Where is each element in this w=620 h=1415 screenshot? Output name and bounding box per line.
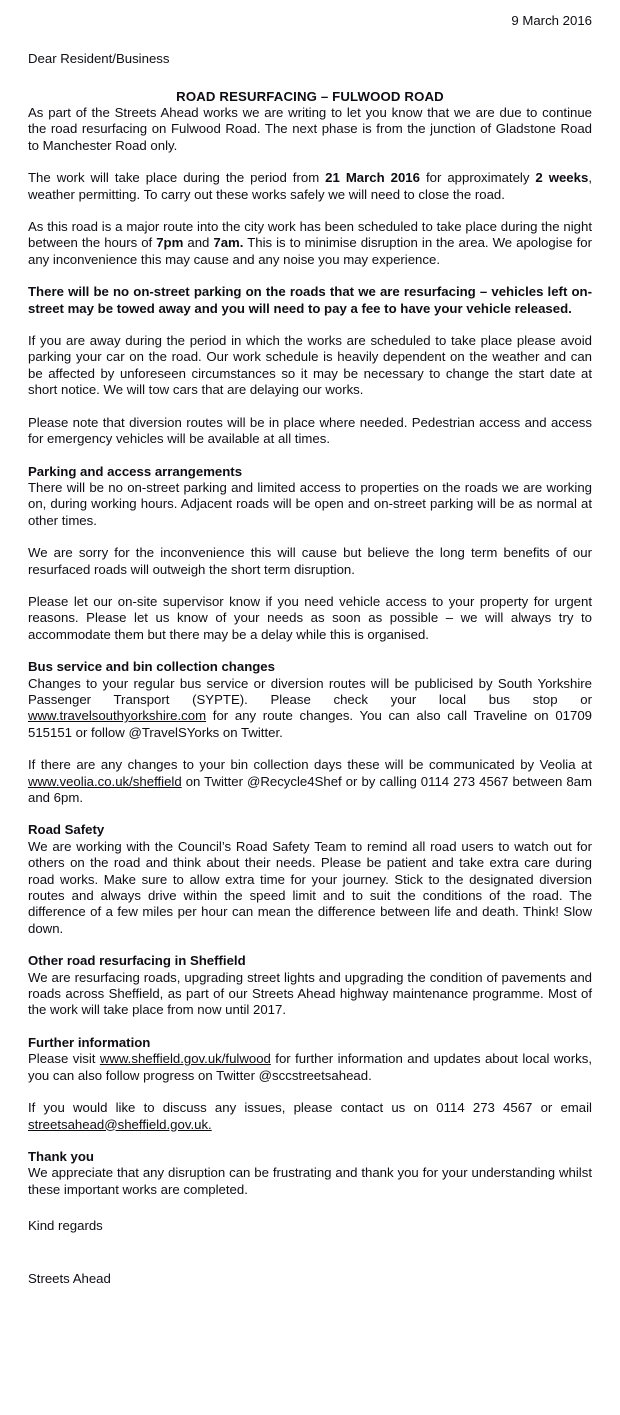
night-works-tail: This is to minimise disruption in the area. We apologise for any inconvenience this may cause and any noise you may experience. bbox=[28, 235, 592, 267]
heading-road-safety: Road Safety bbox=[28, 822, 105, 838]
intro-paragraph: As part of the Streets Ahead works we are writing to let you know that we are due to continue the road resurfacing on Fulwood Road. The next phase is from the junction of Gladstone Road to Manchester Road only. bbox=[28, 105, 592, 153]
parking-access-paragraph: There will be no on-street parking and limited access to properties on the roads we are working on, during working hours. Adjacent roads will be open and on-street parking will be as normal at other times. bbox=[28, 479, 592, 528]
kind-regards: Kind regards bbox=[28, 1218, 103, 1234]
heading-other-resurfacing: Other road resurfacing in Sheffield bbox=[28, 953, 246, 969]
letter-date: 9 March 2016 bbox=[511, 13, 592, 28]
timing-mid: for approximately bbox=[419, 170, 536, 186]
apology-paragraph: We are sorry for the inconvenience this will cause but believe the long term benefits of our resurfaced roads will outweigh the short term disruption. bbox=[28, 545, 592, 577]
contact-lead: If you would like to discuss any issues, please contact us on 0114 273 4567 or email bbox=[28, 1100, 592, 1116]
organisation-signature: Streets Ahead bbox=[28, 1270, 111, 1286]
salutation: Dear Resident/Business bbox=[28, 51, 170, 66]
heading-parking-access: Parking and access arrangements bbox=[28, 463, 243, 479]
away-notice-paragraph: If you are away during the period in which the works are scheduled to take place please avoid parking your car on the road. Our work schedule is heavily dependent on the weather and can be affected by unforeseen circumstances so it may be necessary to change the start date at short notice. We will tow cars that are delaying our works. bbox=[28, 333, 592, 398]
timing-paragraph bbox=[28, 170, 592, 203]
link-email-streetsahead[interactable]: streetsahead@sheffield.gov.uk. bbox=[28, 1116, 212, 1132]
link-veolia[interactable]: www.veolia.co.uk/sheffield bbox=[28, 773, 182, 789]
further-information-lead: Please visit bbox=[28, 1051, 100, 1067]
start-date-bold: 21 March 2016 bbox=[325, 170, 420, 186]
timing-lead: The work will take place during the period from bbox=[28, 170, 326, 186]
contact-paragraph bbox=[28, 1100, 592, 1133]
end-time-bold: 7am. bbox=[213, 235, 244, 251]
parking-warning-paragraph: There will be no on-street parking on the roads that we are resurfacing – vehicles left on-street may be towed away and you will need to pay a fee to have your vehicle released. bbox=[28, 284, 592, 316]
bus-service-lead: Changes to your regular bus service or diversion routes will be publicised by South Yorkshire Passenger Transport (SYPTE). Please check your local bus stop or bbox=[28, 675, 592, 707]
bus-service-tail: for any route changes. You can also call Traveline on 01709 515151 or follow @TravelSYorks on Twitter. bbox=[28, 708, 592, 740]
road-safety-paragraph: We are working with the Council’s Road Safety Team to remind all road users to watch out for others on the road and think about their needs. Please be patient and take extra care during road works. Make sure to allow extra time for your journey. Stick to the designated diversion routes and always drive within the speed limit and to suit the conditions of the road. The difference of a few miles per hour can mean the difference between life and death. Think! Slow down. bbox=[28, 838, 592, 936]
bin-collection-lead: If there are any changes to your bin collection days these will be communicated by Veolia at bbox=[28, 757, 592, 773]
heading-further-information: Further information bbox=[28, 1034, 151, 1050]
diversion-notice-paragraph: Please note that diversion routes will be in place where needed. Pedestrian access and access for emergency vehicles will be available at all times. bbox=[28, 414, 592, 447]
duration-bold: 2 weeks bbox=[535, 170, 589, 186]
bus-service-paragraph bbox=[28, 676, 592, 742]
other-resurfacing-paragraph: We are resurfacing roads, upgrading street lights and upgrading the condition of pavements and roads across Sheffield, as part of our Streets Ahead highway maintenance programme. Most of the work will take place from now until 2017. bbox=[28, 969, 592, 1018]
night-works-lead: As this road is a major route into the city work has been scheduled to take place during the night between the hours of bbox=[28, 219, 592, 251]
timing-tail: , weather permitting. To carry out these works safely we will need to close the road. bbox=[28, 170, 592, 202]
link-sheffield-fulwood[interactable]: www.sheffield.gov.uk/fulwood bbox=[99, 1051, 271, 1067]
bin-collection-tail: on Twitter @Recycle4Shef or by calling 0114 273 4567 between 8am and 6pm. bbox=[28, 773, 592, 805]
heading-thank-you: Thank you bbox=[28, 1148, 94, 1164]
bin-collection-paragraph bbox=[28, 757, 592, 806]
night-works-paragraph bbox=[28, 219, 592, 268]
link-travelsouthyorkshire[interactable]: www.travelsouthyorkshire.com bbox=[28, 708, 207, 724]
night-works-mid: and bbox=[183, 235, 214, 251]
heading-bus-bin: Bus service and bin collection changes bbox=[28, 659, 275, 675]
page-title: ROAD RESURFACING – FULWOOD ROAD bbox=[176, 89, 444, 104]
further-information-tail: for further information and updates about local works, you can also follow progress on Twitter @sccstreetsahead. bbox=[28, 1051, 592, 1083]
start-time-bold: 7pm bbox=[156, 235, 184, 251]
thank-you-paragraph: We appreciate that any disruption can be frustrating and thank you for your understanding whilst these important works are completed. bbox=[28, 1165, 592, 1197]
supervisor-paragraph: Please let our on-site supervisor know if you need vehicle access to your property for urgent reasons. Please let us know of your needs as soon as possible – we will always try to accommodate them but there may be a delay while this is organised. bbox=[28, 593, 592, 642]
further-information-paragraph bbox=[28, 1051, 592, 1084]
